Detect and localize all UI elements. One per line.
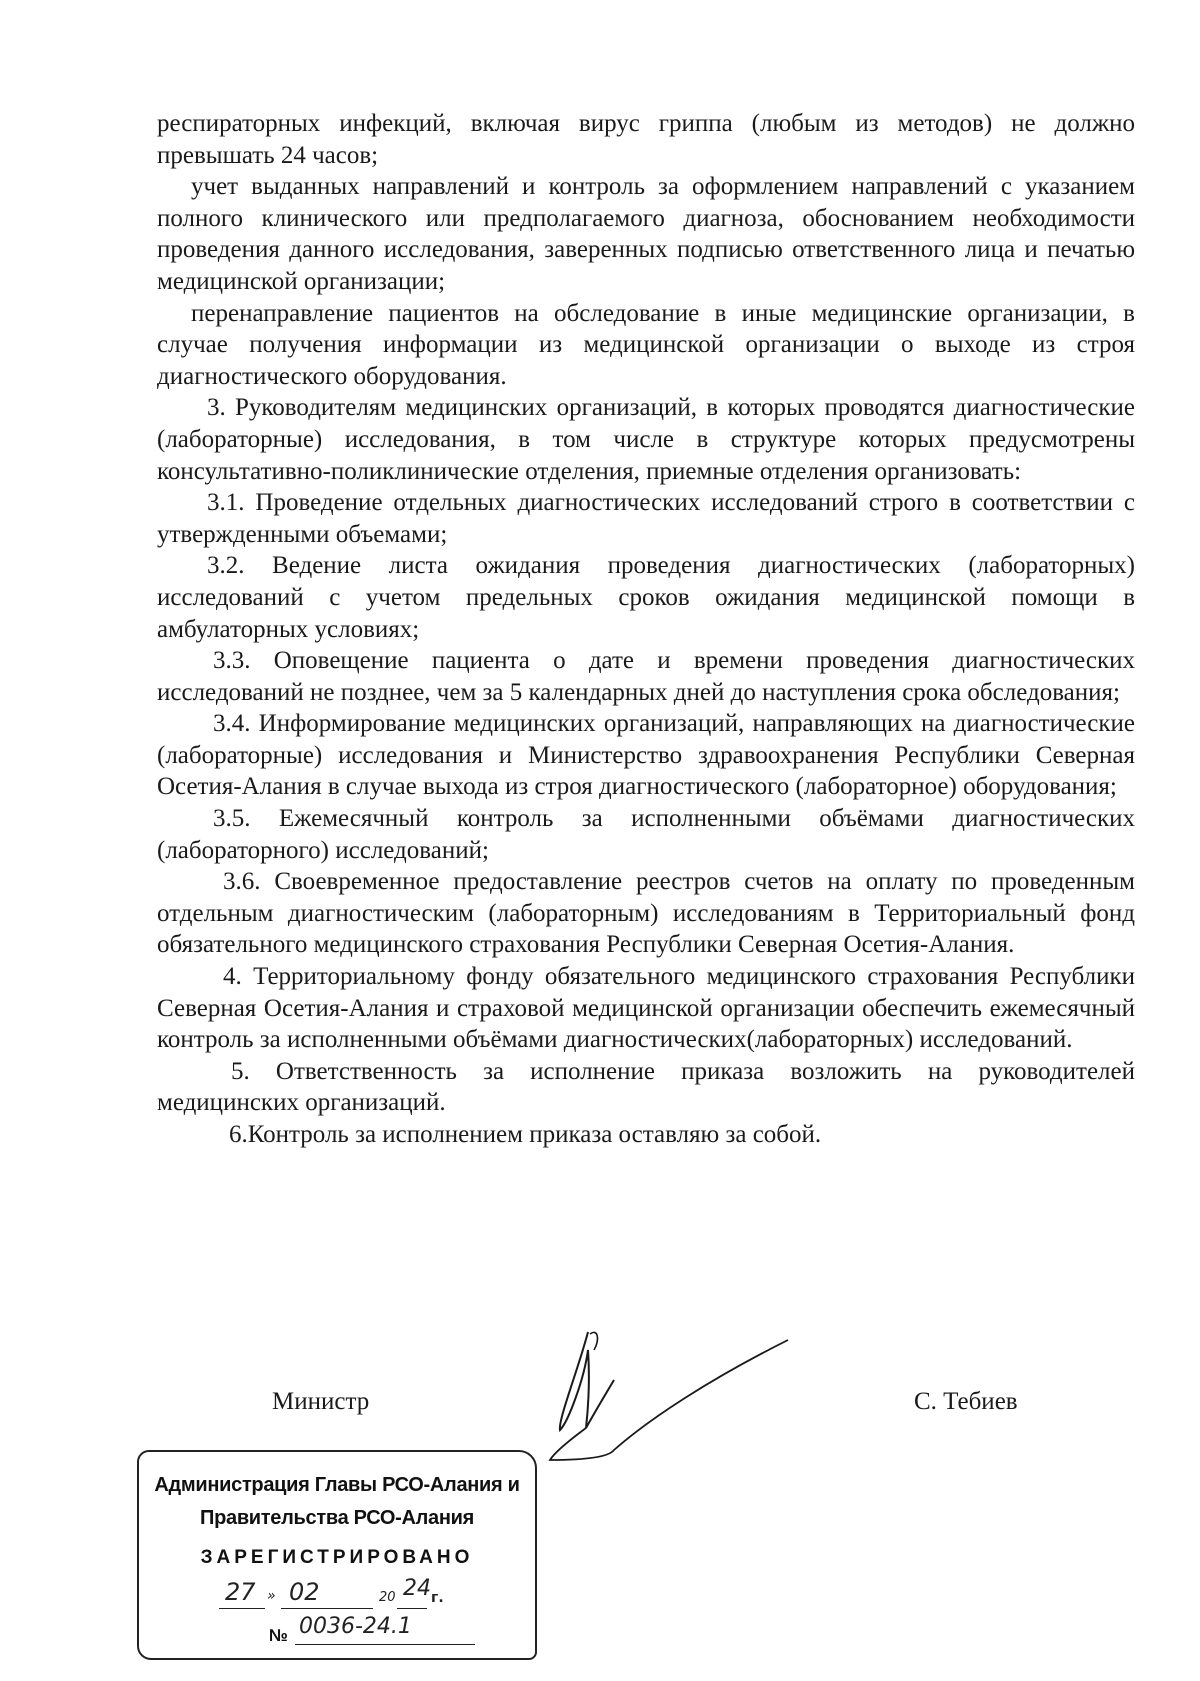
paragraph-item-6: 6.Контроль за исполнением приказа оставляю за собой. [229,1121,822,1148]
paragraph-item-3: 3. Руководителям медицинских организаций, в которых проводятся диагностические (лабораторные) исследования, в том числе в структуре которых предусмотрены консультативно-поликлинические отделения, приемные отделения организовать: [157,394,1135,485]
stamp-registered-label: ЗАРЕГИСТРИРОВАНО [200,1547,474,1568]
stamp-authority-line1: Администрация Главы РСО-Алания и [154,1474,520,1496]
signer-title: Министр [272,1388,370,1415]
paragraph-respiratory-infections: респираторных инфекций, включая вирус гриппа (любым из методов) не должно превышать 24 часов; [157,110,1135,169]
paragraph-item-3-6: 3.6. Своевременное предоставление реестров счетов на оплату по проведенным отдельным диагностическим (лабораторным) исследованиям в Территориальный фонд обязательного медицинского страхования Республики Северная Осетия-Алания. [157,868,1135,959]
stamp-date-quote: » [267,1588,276,1604]
stamp-date-month-line [281,1608,373,1609]
stamp-date-day: 27 [225,1578,256,1606]
stamp-registration-number [269,1616,509,1650]
stamp-date-month: 02 [289,1578,320,1606]
stamp-date-suffix: г. [431,1590,444,1606]
paragraph-item-4: 4. Территориальному фонду обязательного медицинского страхования Республики Северная Осетия-Алания и страховой медицинской организации обеспечить ежемесячный контроль за исполненными объёмами диагностических(лабораторных) исследований. [157,963,1135,1054]
stamp-date-year-prefix: 20 [379,1590,396,1605]
stamp-authority-line2: Правительства РСО-Алания [200,1507,474,1529]
registration-stamp [137,1450,537,1660]
paragraph-item-3-5: 3.5. Ежемесячный контроль за исполненными объёмами диагностических (лабораторного) исследований; [157,805,1135,864]
paragraph-item-3-2: 3.2. Ведение листа ожидания проведения диагностических (лабораторных) исследований с учетом предельных сроков ожидания медицинской помощи в амбулаторных условиях; [157,552,1135,643]
stamp-date [219,1578,479,1614]
paragraph-item-3-1: 3.1. Проведение отдельных диагностических исследований строго в соответствии с утвержденными объемами; [157,489,1135,548]
stamp-date-year: 24 [403,1576,431,1601]
stamp-date-day-line [219,1608,265,1609]
paragraph-item-3-4: 3.4. Информирование медицинских организаций, направляющих на диагностические (лабораторные) исследования и Министерство здравоохранения Республики Северная Осетия-Алания в случае выхода из строя диагностического (лабораторное) оборудования; [157,710,1135,801]
stamp-number-value: 0036-24.1 [299,1614,412,1639]
paragraph-referrals-accounting: учет выданных направлений и контроль за оформлением направлений с указанием полного клинического или предполагаемого диагноза, обоснованием необходимости проведения данного исследования, заверенных подписью ответственного лица и печатью медицинской организации; [157,173,1135,295]
stamp-number-line [295,1644,475,1645]
signature-block [0,1388,1200,1428]
paragraph-redirect-patients: перенаправление пациентов на обследование в иные медицинские организации, в случае получения информации из медицинской организации о выходе из строя диагностического оборудования. [157,299,1135,390]
stamp-number-sign: № [269,1626,288,1645]
paragraph-item-3-3: 3.3. Оповещение пациента о дате и времени проведения диагностических исследований не позднее, чем за 5 календарных дней до наступления срока обследования; [157,647,1135,706]
stamp-date-year-line [397,1608,427,1609]
signer-name: С. Тебиев [914,1388,1018,1415]
paragraph-item-5: 5. Ответственность за исполнение приказа возложить на руководителей медицинских организаций. [157,1057,1135,1117]
document-body [157,108,1135,1151]
